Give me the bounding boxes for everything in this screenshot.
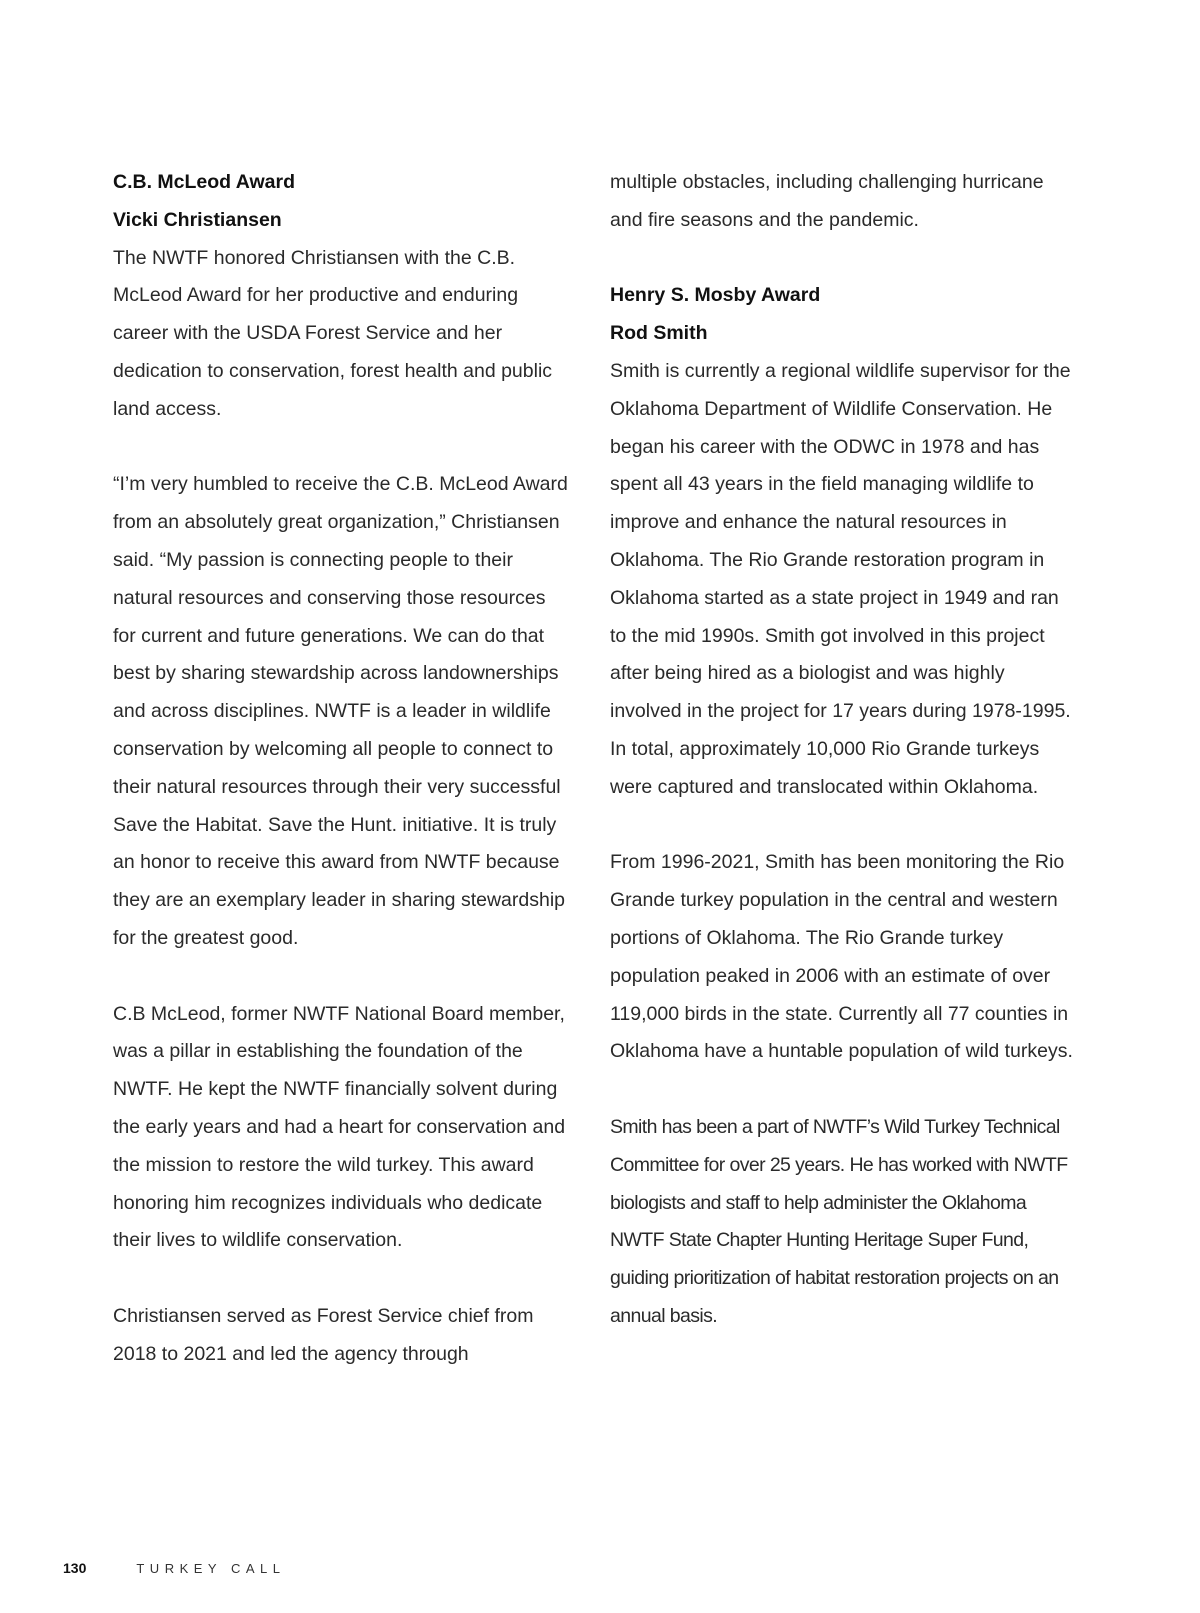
body-paragraph: Christiansen served as Forest Service chief from 2018 to 2021 and led the agency through <box>113 1304 534 1365</box>
body-paragraph: Smith is currently a regional wildlife supervisor for the Oklahoma Department of Wildlife Conservation. He began his career with the ODWC in 1978 and has spent all 43 years in the field managing wildlife to improve and enhance the natural resources in Oklahoma. The Rio Grande restoration program in Oklahoma started as a state project in 1949 and ran to the mid 1990s. Smith got involved in this project after being hired as a biologist and was highly involved in the project for 17 years during 1978-1995. In total, approximately 10,000 Rio Grande turkeys were captured and translocated within Oklahoma. <box>610 359 1071 798</box>
body-paragraph: The NWTF honored Christiansen with the C.B. McLeod Award for her productive and enduring career with the USDA Forest Service and her dedication to conservation, forest health and public land access. <box>113 246 553 420</box>
body-paragraph: From 1996-2021, Smith has been monitoring the Rio Grande turkey population in the central and western portions of Oklahoma. The Rio Grande turkey population peaked in 2006 with an estimate of over 119,000 birds in the state. Currently all 77 counties in Oklahoma have a huntable population of wild turkeys. <box>610 851 1073 1063</box>
page-number: 130 <box>63 1560 87 1576</box>
right-column <box>610 164 1080 1336</box>
recipient-christiansen: Vicki Christiansen <box>113 208 282 231</box>
body-paragraph: “I’m very humbled to receive the C.B. McLeod Award from an absolutely great organization,” Christiansen said. “My passion is connecting people to their natural resources and conserving those resources for current and future generations. We can do that best by sharing stewardship across landownerships and across disciplines. NWTF is a leader in wildlife conservation by welcoming all people to connect to their natural resources through their very successful Save the Habitat. Save the Hunt. initiative. It is truly an honor to receive this award from NWTF because they are an exemplary leader in sharing stewardship for the greatest good. <box>113 473 568 949</box>
award-title-mcleod: C.B. McLeod Award <box>113 171 296 193</box>
body-paragraph: Smith has been a part of NWTF’s Wild Turkey Technical Committee for over 25 years. He has worked with NWTF biologists and staff to help administer the Oklahoma NWTF State Chapter Hunting Heritage Super Fund, guiding prioritization of habitat restoration projects on an annual basis. <box>610 1115 1068 1327</box>
publication-name: TURKEY CALL <box>136 1560 286 1576</box>
recipient-smith: Rod Smith <box>610 322 708 345</box>
page-footer <box>63 1560 286 1576</box>
continued-paragraph: multiple obstacles, including challenging hurricane and fire seasons and the pandemic. <box>610 171 1044 231</box>
left-column <box>113 164 568 1374</box>
award-title-mosby: Henry S. Mosby Award <box>610 284 821 307</box>
body-paragraph: C.B McLeod, former NWTF National Board member, was a pillar in establishing the foundation of the NWTF. He kept the NWTF financially solvent during the early years and had a heart for conservation and the mission to restore the wild turkey. This award honoring him recognizes individuals who dedicate their lives to wildlife conservation. <box>113 1002 566 1252</box>
